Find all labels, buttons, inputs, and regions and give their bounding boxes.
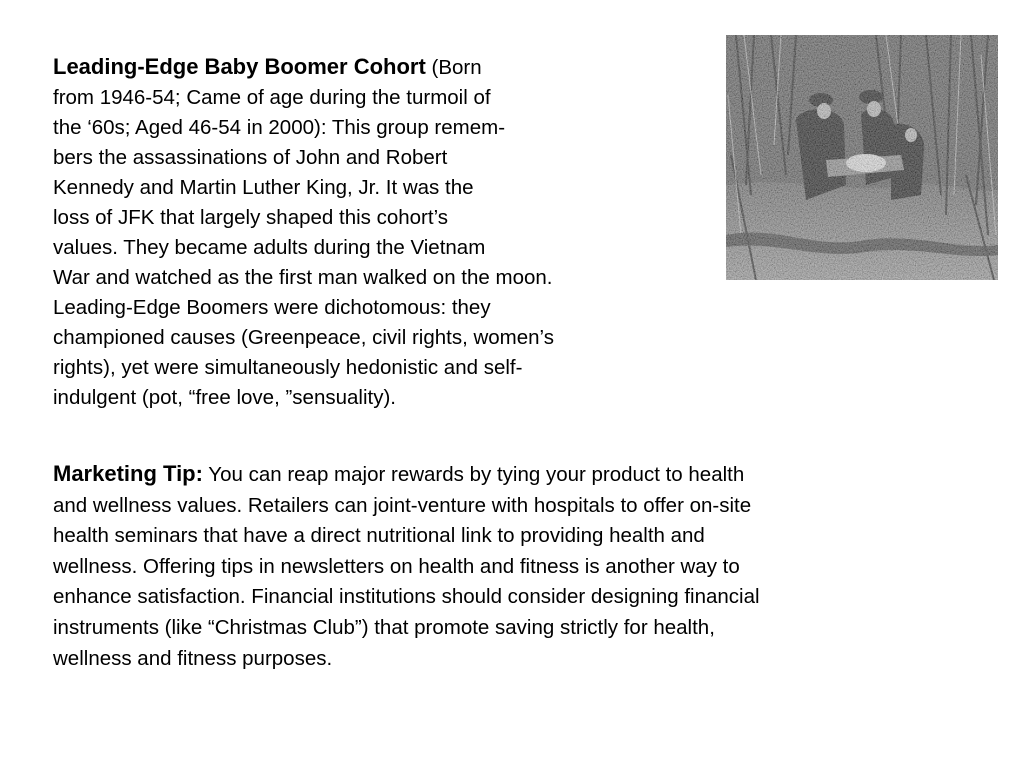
- tip-text: and wellness values. Retailers can joint-venture with hospitals to offer on-site: [53, 493, 752, 517]
- cohort-text: rights), yet were simultaneously hedonistic and self-: [53, 356, 523, 379]
- cohort-text: bers the assassinations of John and Robert: [53, 146, 448, 169]
- cohort-text: War and watched as the first man walked on the moon.: [53, 266, 553, 289]
- tip-line-1: [53, 459, 1003, 491]
- cohort-text: Kennedy and Martin Luther King, Jr. It was the: [53, 176, 474, 199]
- tip-text: wellness and fitness purposes.: [53, 646, 333, 670]
- cohort-text: from 1946-54; Came of age during the turmoil of: [53, 86, 491, 109]
- tip-text: You can reap major rewards by tying your product to health: [208, 463, 745, 486]
- cohort-text: indulgent (pot, “free love, ”sensuality).: [53, 386, 396, 409]
- tip-text: wellness. Offering tips in newsletters on health and fitness is another way to: [53, 554, 740, 578]
- cohort-paragraph: [53, 52, 713, 413]
- vietnam-war-photo: [726, 35, 998, 280]
- cohort-line-1: [53, 52, 713, 83]
- cohort-text: (Born: [431, 56, 482, 79]
- tip-text: enhance satisfaction. Financial institutions should consider designing financial: [53, 585, 760, 609]
- cohort-text: values. They became adults during the Vietnam: [53, 236, 486, 259]
- cohort-text: loss of JFK that largely shaped this cohort’s: [53, 206, 449, 229]
- tip-heading: Marketing Tip:: [53, 461, 203, 486]
- cohort-heading: Leading-Edge Baby Boomer Cohort: [53, 54, 426, 79]
- marketing-tip-paragraph: [53, 459, 1003, 674]
- cohort-text: championed causes (Greenpeace, civil rights, women’s: [53, 326, 554, 349]
- tip-text: health seminars that have a direct nutritional link to providing health and: [53, 524, 705, 548]
- cohort-text: Leading-Edge Boomers were dichotomous: they: [53, 296, 491, 319]
- tip-text: instruments (like “Christmas Club”) that promote saving strictly for health,: [53, 615, 715, 639]
- cohort-text: the ‘60s; Aged 46-54 in 2000): This group remem-: [53, 116, 506, 139]
